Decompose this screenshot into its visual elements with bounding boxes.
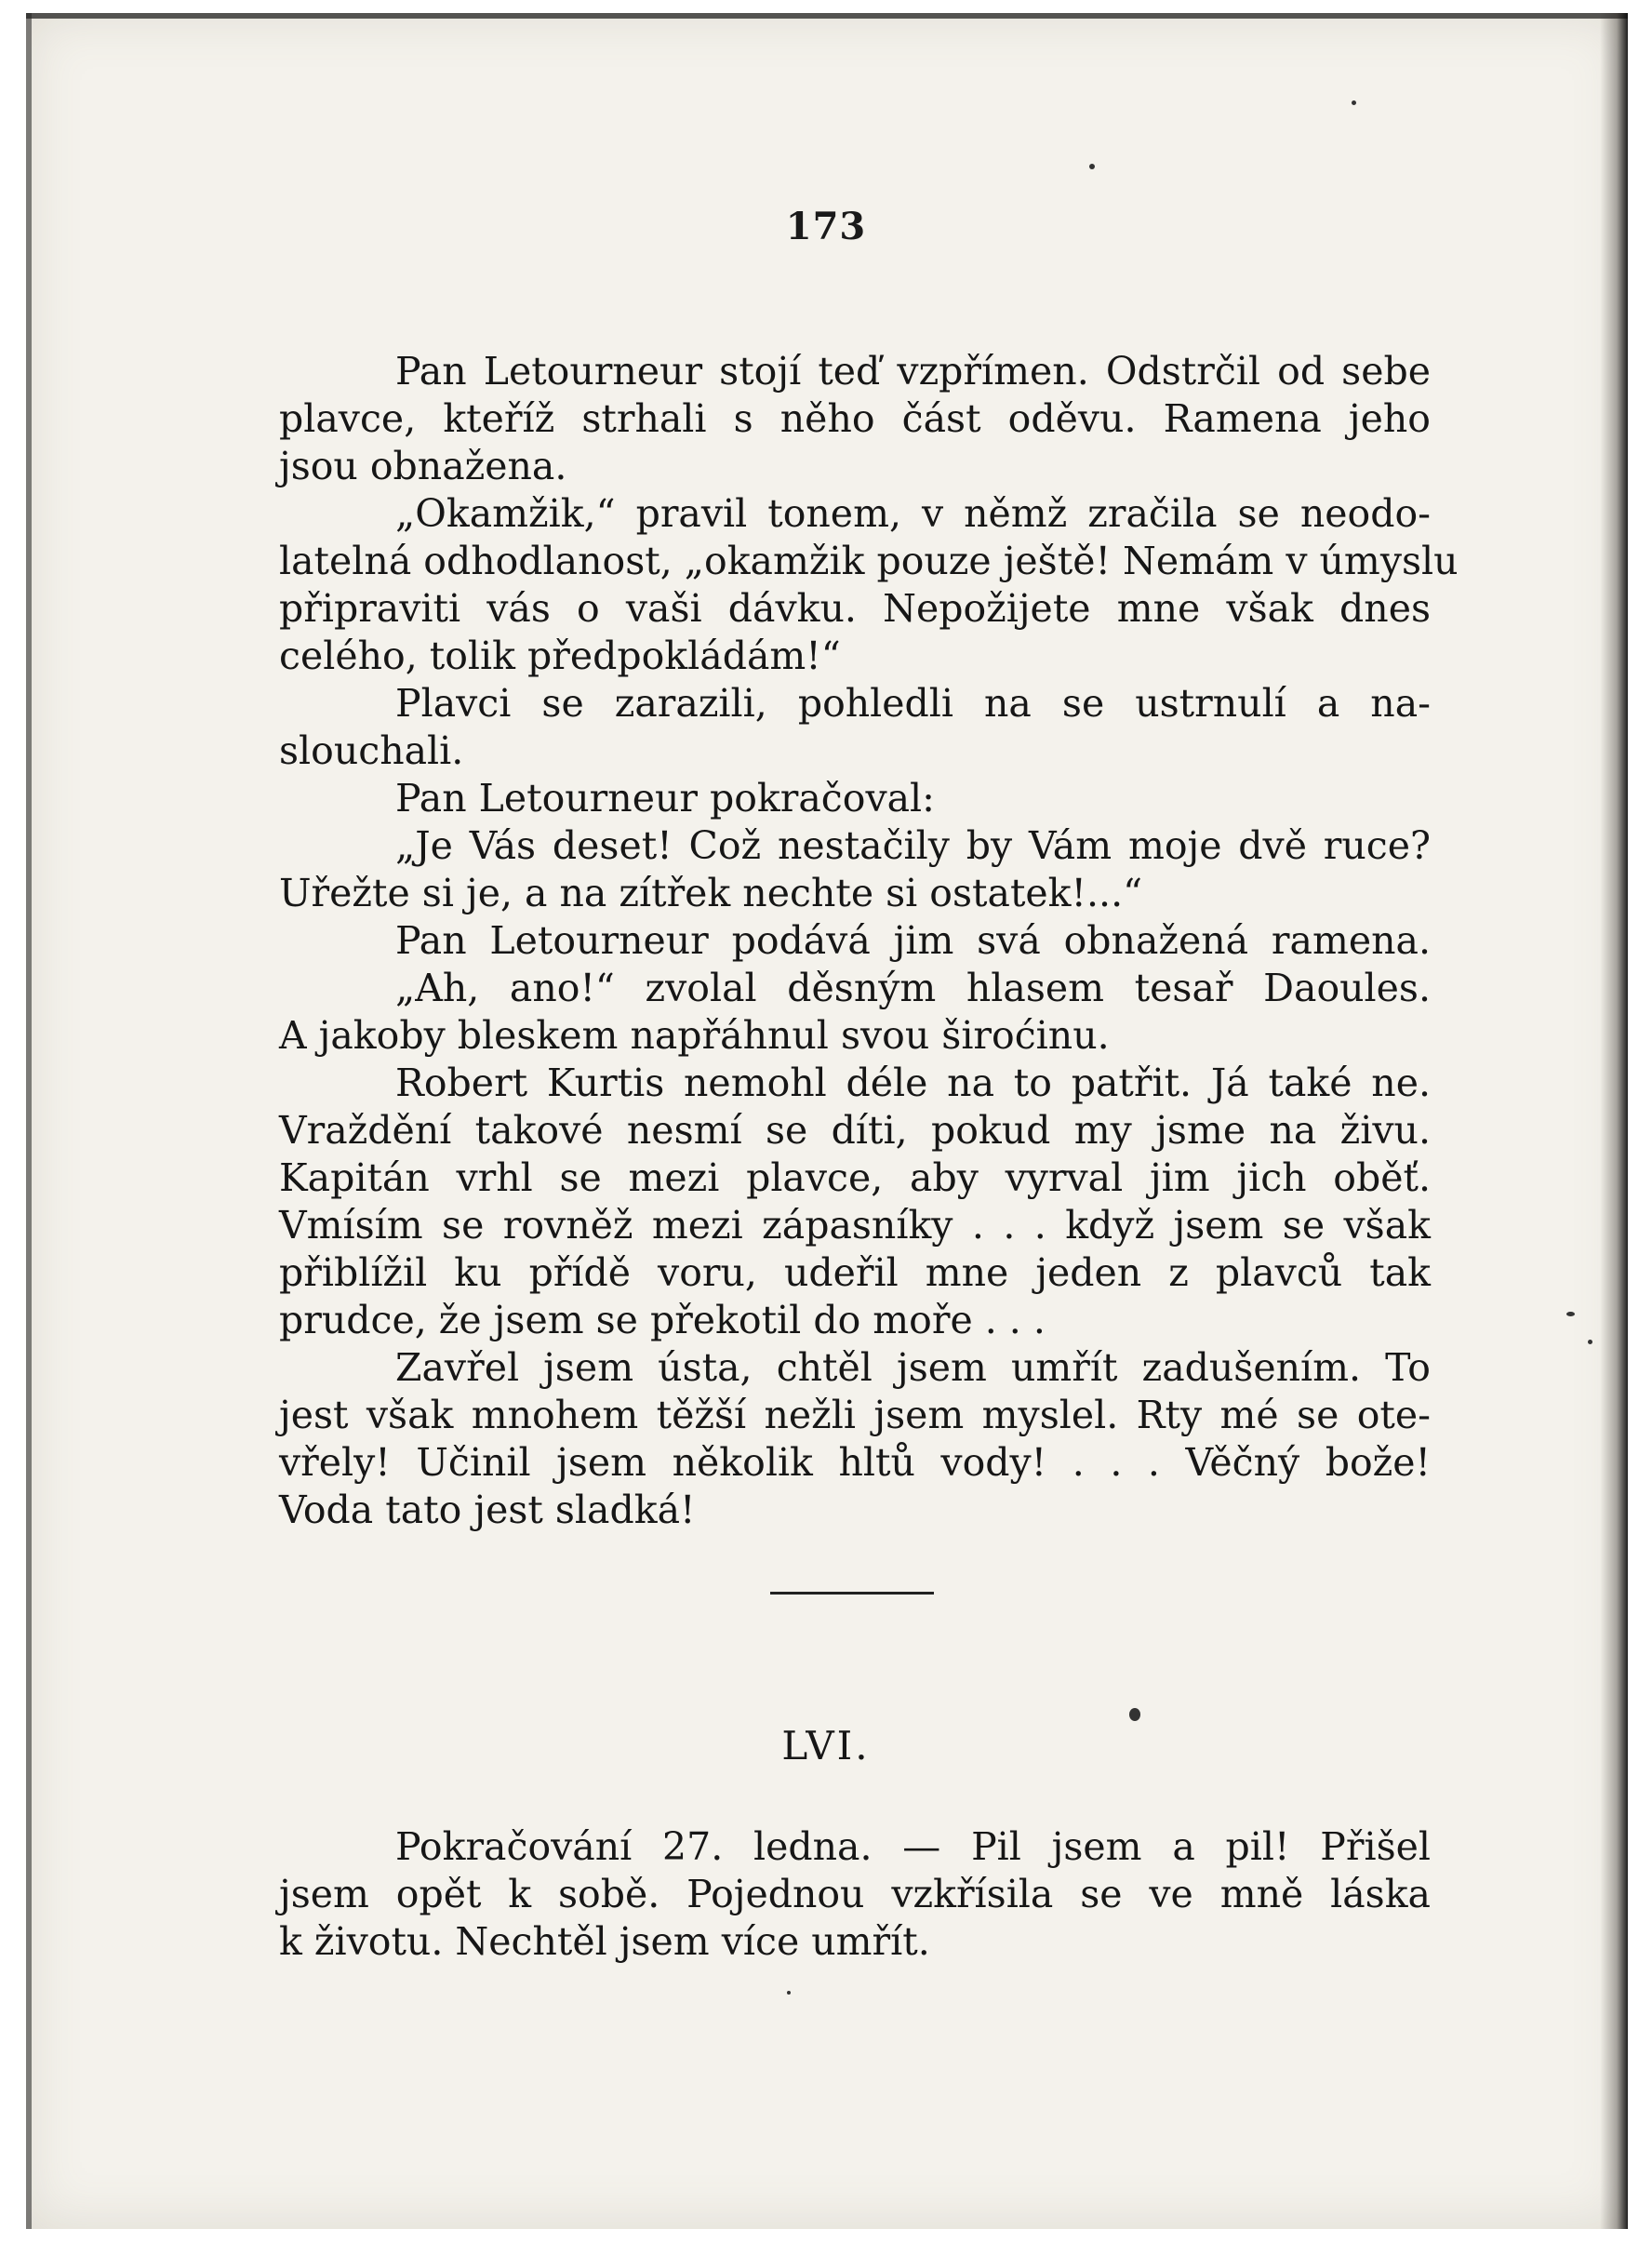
text-line: Vraždění takové nesmí se díti, pokud my jsme na živu. — [279, 1108, 1431, 1153]
print-speck — [1566, 1312, 1575, 1316]
text-line: Pan Letourneur pokračoval: — [395, 776, 935, 821]
text-line: Pan Letourneur podává jim svá obnažená ramena. — [395, 918, 1431, 963]
text-line: jsem opět k sobě. Pojednou vzkřísila se ve mně láska — [279, 1872, 1431, 1916]
text-line: jest však mnohem těžší nežli jsem myslel. Rty mé se ote- — [279, 1393, 1431, 1437]
page-top-edge — [26, 13, 1628, 19]
text-line: celého, tolik předpokládám!“ — [279, 634, 841, 678]
text-line: k životu. Nechtěl jsem více umřít. — [279, 1919, 930, 1964]
text-line: latelná odhodlanost, „okamžik pouze ještě! Nemám v úmyslu — [279, 539, 1459, 583]
text-line: Kapitán vrhl se mezi plavce, aby vyrval jim jich oběť. — [279, 1155, 1431, 1200]
print-speck — [1352, 100, 1356, 105]
page-left-edge — [26, 13, 32, 2229]
text-line: A jakoby bleskem napřáhnul svou široćinu. — [279, 1013, 1110, 1058]
text-line: plavce, kteříž strhali s něho část oděvu. Ramena jeho — [279, 396, 1431, 441]
text-line: „Je Vás deset! Což nestačily by Vám moje dvě ruce? — [395, 823, 1431, 868]
chapter-heading: LVI. — [781, 1723, 871, 1768]
text-line: připraviti vás o vaši dávku. Nepožijete mne však dnes — [279, 586, 1431, 631]
text-line: Pan Letourneur stojí teď vzpřímen. Odstrčil od sebe — [395, 349, 1431, 394]
text-line: Voda tato jest sladká! — [279, 1488, 696, 1532]
print-speck — [1588, 1340, 1592, 1344]
text-line: „Okamžik,“ pravil tonem, v němž zračila se neodo- — [395, 491, 1431, 536]
body-text-section-1 — [279, 348, 1459, 1534]
text-line: prudce, že jsem se překotil do moře . . . — [279, 1298, 1046, 1342]
print-speck — [787, 1991, 791, 1995]
text-line: Pokračování 27. ledna. — Pil jsem a pil! Přišel — [395, 1824, 1431, 1869]
print-speck — [1089, 164, 1095, 169]
text-line: Vmísím se rovněž mezi zápasníky . . . když jsem se však — [279, 1203, 1431, 1248]
text-line: Uřežte si je, a na zítřek nechte si ostatek!...“ — [279, 871, 1143, 915]
text-line: přiblížil ku přídě voru, udeřil mne jeden z plavců tak — [279, 1250, 1431, 1295]
text-line: Plavci se zarazili, pohledli na se ustrnulí a na- — [395, 681, 1431, 726]
print-speck — [1129, 1708, 1140, 1721]
text-line: vřely! Učinil jsem několik hltů vody! . . . Věčný bože! — [279, 1440, 1431, 1485]
text-line: Robert Kurtis nemohl déle na to patřit. Já také ne. — [395, 1061, 1431, 1105]
page-right-edge-shadow — [1600, 13, 1628, 2229]
body-text-section-2 — [279, 1823, 1431, 1966]
section-divider — [770, 1592, 934, 1595]
text-line: jsou obnažena. — [279, 444, 567, 488]
text-line: slouchali. — [279, 728, 464, 773]
text-line: „Ah, ano!“ zvolal děsným hlasem tesař Daoules. — [395, 966, 1431, 1010]
page-number: 173 — [785, 205, 867, 248]
text-line: Zavřel jsem ústa, chtěl jsem umřít zadušením. To — [395, 1345, 1431, 1390]
